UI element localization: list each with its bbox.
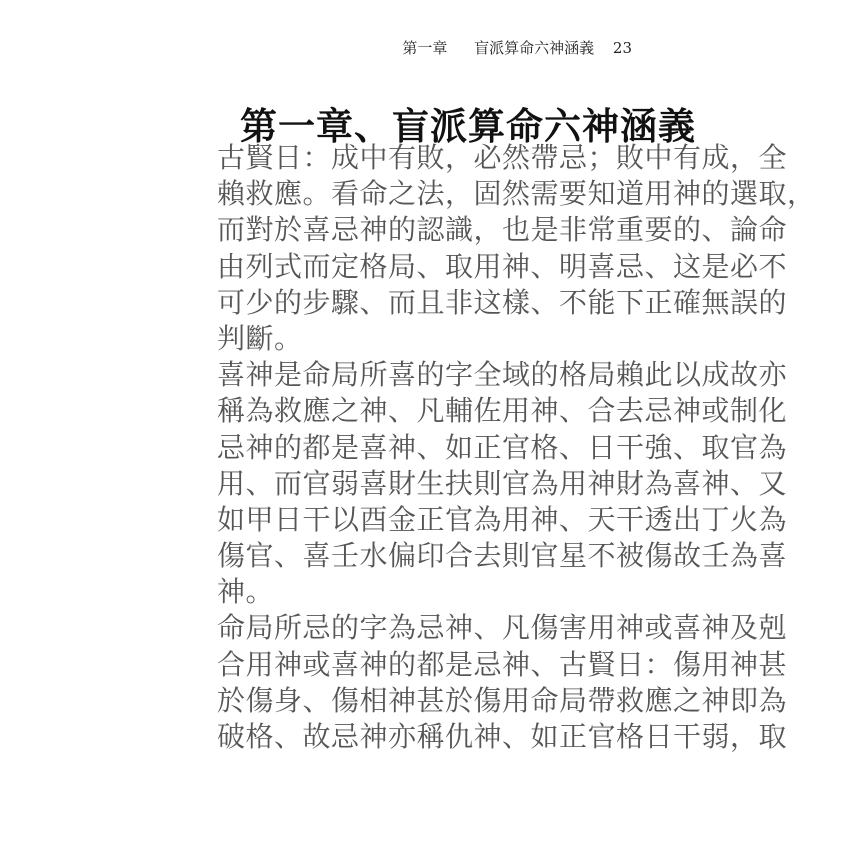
text-line: 古賢日：成中有敗，必然帶忌；敗中有成，全	[217, 141, 788, 174]
page-number: 23	[612, 39, 632, 57]
chapter-title: 第一章、盲派算命六神涵義	[240, 104, 696, 148]
body-text	[217, 140, 816, 755]
text-line: 神。	[217, 575, 275, 609]
text-line: 用、而官弱喜財生扶則官為用神財為喜神、又	[217, 466, 788, 500]
running-header	[388, 37, 632, 58]
text-line: 傷官、喜壬水偏印合去則官星不被傷故壬為喜	[217, 539, 788, 573]
text-line: 破格、故忌神亦稱仇神、如正官格日干弱，取	[217, 720, 788, 753]
text-line: 判斷。	[217, 321, 303, 355]
text-line: 稱為救應之神、凡輔佐用神、合去忌神或制化	[217, 394, 788, 428]
text-line: 可少的步驟、而且非这樣、不能下正確無誤的	[217, 285, 788, 319]
text-line: 喜神是命局所喜的字全域的格局賴此以成故亦	[217, 358, 788, 392]
text-line: 忌神的都是喜神、如正官格、日干強、取官為	[217, 430, 788, 464]
text-line: 由列式而定格局、取用神、明喜忌、这是必不	[217, 249, 788, 283]
text-line: 如甲日干以酉金正官為用神、天干透出丁火為	[217, 502, 788, 536]
text-line: 合用神或喜神的都是忌神、古賢日：傷用神甚	[217, 647, 788, 681]
text-line: 而對於喜忌神的認識，也是非常重要的、論命	[217, 213, 788, 247]
header-chapter: 第一章	[402, 39, 448, 57]
text-line: 賴救應。看命之法，固然需要知道用神的選取，	[217, 177, 816, 211]
text-line: 於傷身、傷相神甚於傷用命局帶救應之神即為	[217, 683, 788, 717]
text-line: 命局所忌的字為忌神、凡傷害用神或喜神及剋	[217, 611, 788, 645]
header-chapter-title: 盲派算命六神涵義	[474, 39, 595, 57]
